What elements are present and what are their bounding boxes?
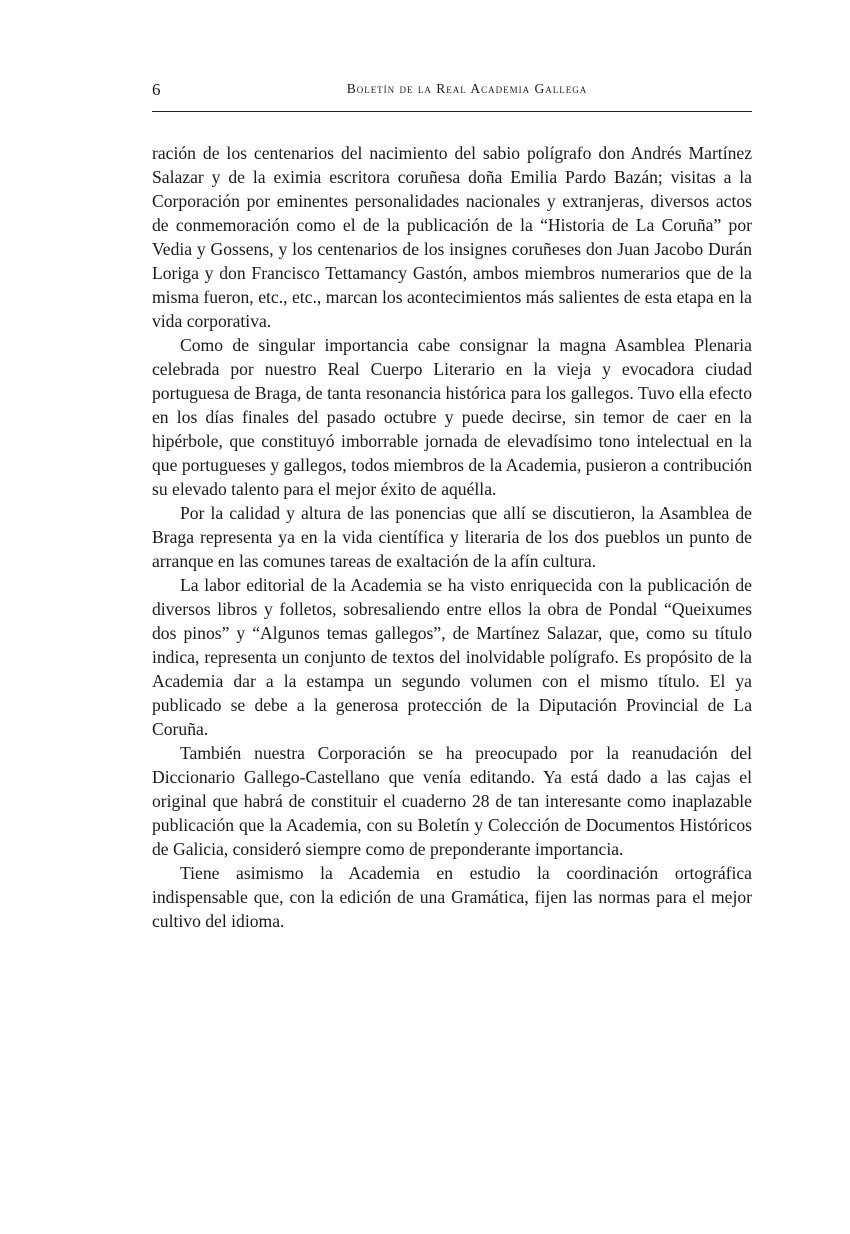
running-title: Boletín de la Real Academia Gallega — [346, 81, 588, 96]
paragraph-6: Tiene asimismo la Academia en estudio la coordinación ortográfica indispensable que, con la edición de una Gramática, fijen las normas para el mejor cultivo del idioma. — [152, 863, 752, 931]
paragraph-5: También nuestra Corporación se ha preocupado por la reanudación del Diccionario Gallego-Castellano que venía editando. Ya está dado a las cajas el original que habrá de constituir el cuaderno 28 de tan interesante como inaplazable publicación que la Academia, con su Boletín y Colección de Documentos Históricos de Galicia, consideró siempre como de preponderante importancia. — [152, 743, 752, 859]
body-text — [152, 141, 752, 933]
paragraph-1: ración de los centenarios del nacimiento del sabio polígrafo don Andrés Martínez Salazar y de la eximia escritora coruñesa doña Emilia Pardo Bazán; visitas a la Corporación por eminentes personalidades nacionales y extranjeras, diversos actos de conmemoración como el de la publicación de la “Historia de La Coruña” por Vedia y Gossens, y los centenarios de los insignes coruñeses don Juan Jacobo Durán Loriga y don Francisco Tettamancy Gastón, ambos miembros numerarios que de la misma fueron, etc., etc., marcan los acontecimientos más salientes de esta etapa en la vida corporativa. — [152, 143, 752, 331]
paragraph-4: La labor editorial de la Academia se ha visto enriquecida con la publicación de diversos libros y folletos, sobresaliendo entre ellos la obra de Pondal “Queixumes dos pinos” y “Algunos temas gallegos”, de Martínez Salazar, que, como su título indica, representa un conjunto de textos del inolvidable polígrafo. Es propósito de la Academia dar a la estampa un segundo volumen con el mismo título. El ya publicado se debe a la generosa protección de la Diputación Provincial de La Coruña. — [152, 575, 752, 739]
header-rule — [152, 111, 752, 112]
paragraph-2: Como de singular importancia cabe consignar la magna Asamblea Plenaria celebrada por nuestro Real Cuerpo Literario en la vieja y evocadora ciudad portuguesa de Braga, de tanta resonancia histórica para los gallegos. Tuvo ella efecto en los días finales del pasado octubre y puede decirse, sin temor de caer en la hipérbole, que constituyó imborrable jornada de elevadísimo tono intelectual en la que portugueses y gallegos, todos miembros de la Academia, pusieron a contribución su elevado talento para el mejor éxito de aquélla. — [152, 335, 752, 499]
page-number: 6 — [152, 80, 161, 99]
paragraph-3: Por la calidad y altura de las ponencias que allí se discutieron, la Asamblea de Braga representa ya en la vida científica y literaria de los dos pueblos un punto de arranque en las comunes tareas de exaltación de la afín cultura. — [152, 503, 752, 571]
page-header — [152, 80, 752, 106]
